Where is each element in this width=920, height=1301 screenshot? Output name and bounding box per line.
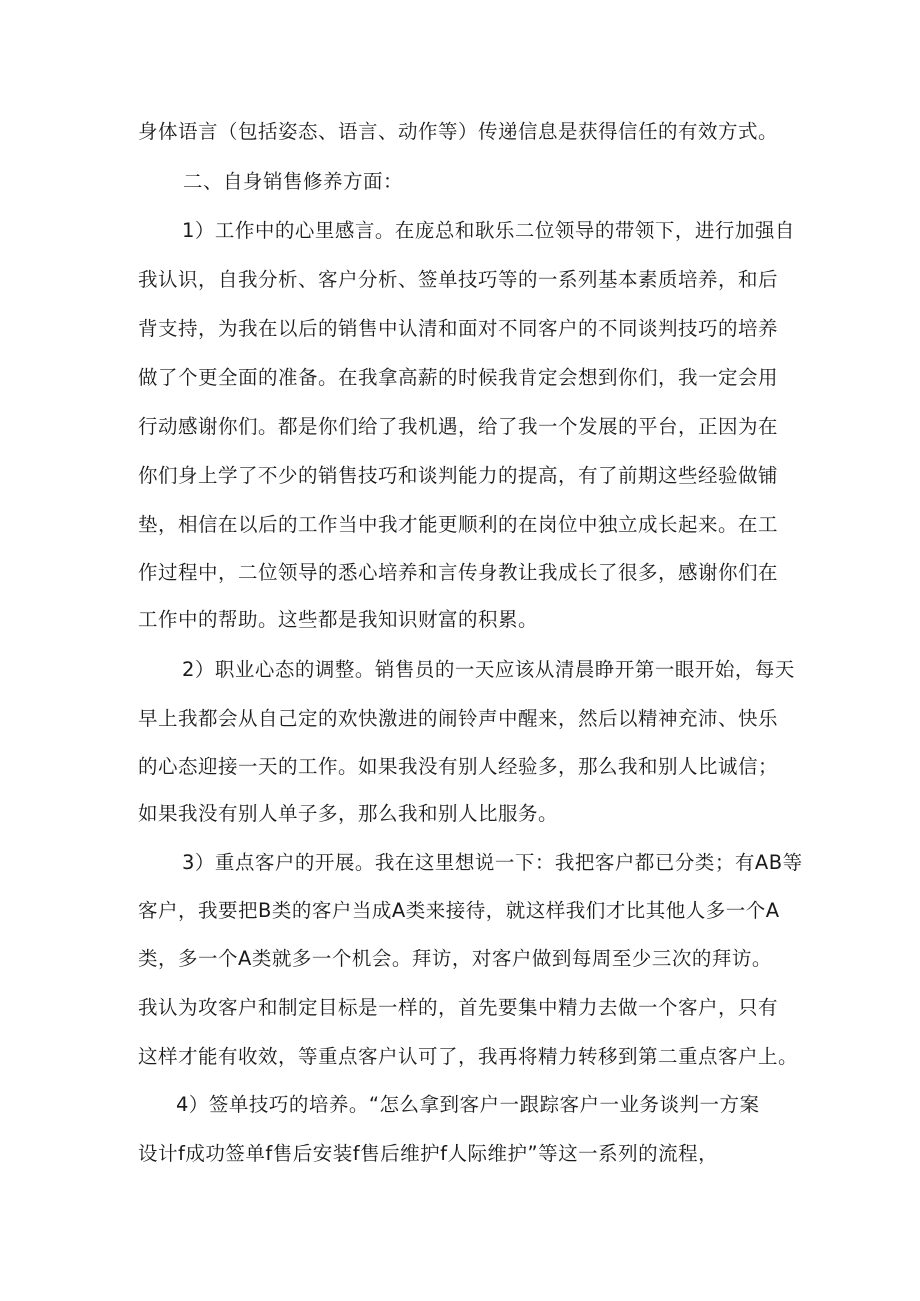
paragraph-1-line: 背支持，为我在以后的销售中认清和面对不同客户的不同谈判技巧的培养 <box>138 317 779 340</box>
paragraph-1-line: 我认识，自我分析、客户分析、签单技巧等的一系列基本素质培养，和后 <box>138 268 779 291</box>
paragraph-1-line: 你们身上学了不少的销售技巧和谈判能力的提高，有了前期这些经验做铺 <box>138 464 779 487</box>
paragraph-1-line: 1）工作中的心里感言。在庞总和耿乐二位领导的带领下，进行加强自 <box>182 219 795 242</box>
paragraph-3-line: 我认为攻客户和制定目标是一样的，首先要集中精力去做一个客户，只有 <box>138 996 779 1019</box>
paragraph-4-line: 4）签单技巧的培养。“怎么拿到客户一跟踪客户一业务谈判一方案 <box>176 1093 760 1116</box>
paragraph-2-line: 如果我没有别人单子多，那么我和别人比服务。 <box>138 802 559 825</box>
paragraph-1-line: 垫，相信在以后的工作当中我才能更顺利的在岗位中独立成长起来。在工 <box>138 513 779 536</box>
paragraph-2-line: 2）职业心态的调整。销售员的一天应该从清晨睁开第一眼开始，每天 <box>182 658 795 681</box>
paragraph-1-line: 作过程中，二位领导的悉心培养和言传身教让我成长了很多，感谢你们在 <box>138 561 779 584</box>
paragraph-1-line: 工作中的帮助。这些都是我知识财富的积累。 <box>138 608 539 631</box>
paragraph-1-line: 做了个更全面的准备。在我拿高薪的时候我肯定会想到你们，我一定会用 <box>138 366 779 389</box>
text-line: 身体语言（包括姿态、语言、动作等）传递信息是获得信任的有效方式。 <box>138 120 779 143</box>
paragraph-1-line: 行动感谢你们。都是你们给了我机遇，给了我一个发展的平台，正因为在 <box>138 415 779 438</box>
paragraph-2-line: 早上我都会从自己定的欢快激进的闹铃声中醒来，然后以精神充沛、快乐 <box>138 707 779 730</box>
paragraph-3-line: 类，多一个A类就多一个机会。拜访，对客户做到每周至少三次的拜访。 <box>138 947 772 970</box>
paragraph-2-line: 的心态迎接一天的工作。如果我没有别人经验多，那么我和别人比诚信； <box>138 755 779 778</box>
paragraph-3-line: 客户，我要把B类的客户当成A类来接待，就这样我们才比其他人多一个A <box>138 899 780 922</box>
section-heading: 二、自身销售修养方面： <box>183 170 404 193</box>
paragraph-3-line: 这样才能有收效，等重点客户认可了，我再将精力转移到第二重点客户上。 <box>138 1045 799 1068</box>
paragraph-3-line: 3）重点客户的开展。我在这里想说一下：我把客户都已分类；有AB等 <box>182 851 803 874</box>
paragraph-4-line: 设计f成功签单f售后安装f售后维护f人际维护”等这一系列的流程， <box>138 1142 719 1165</box>
